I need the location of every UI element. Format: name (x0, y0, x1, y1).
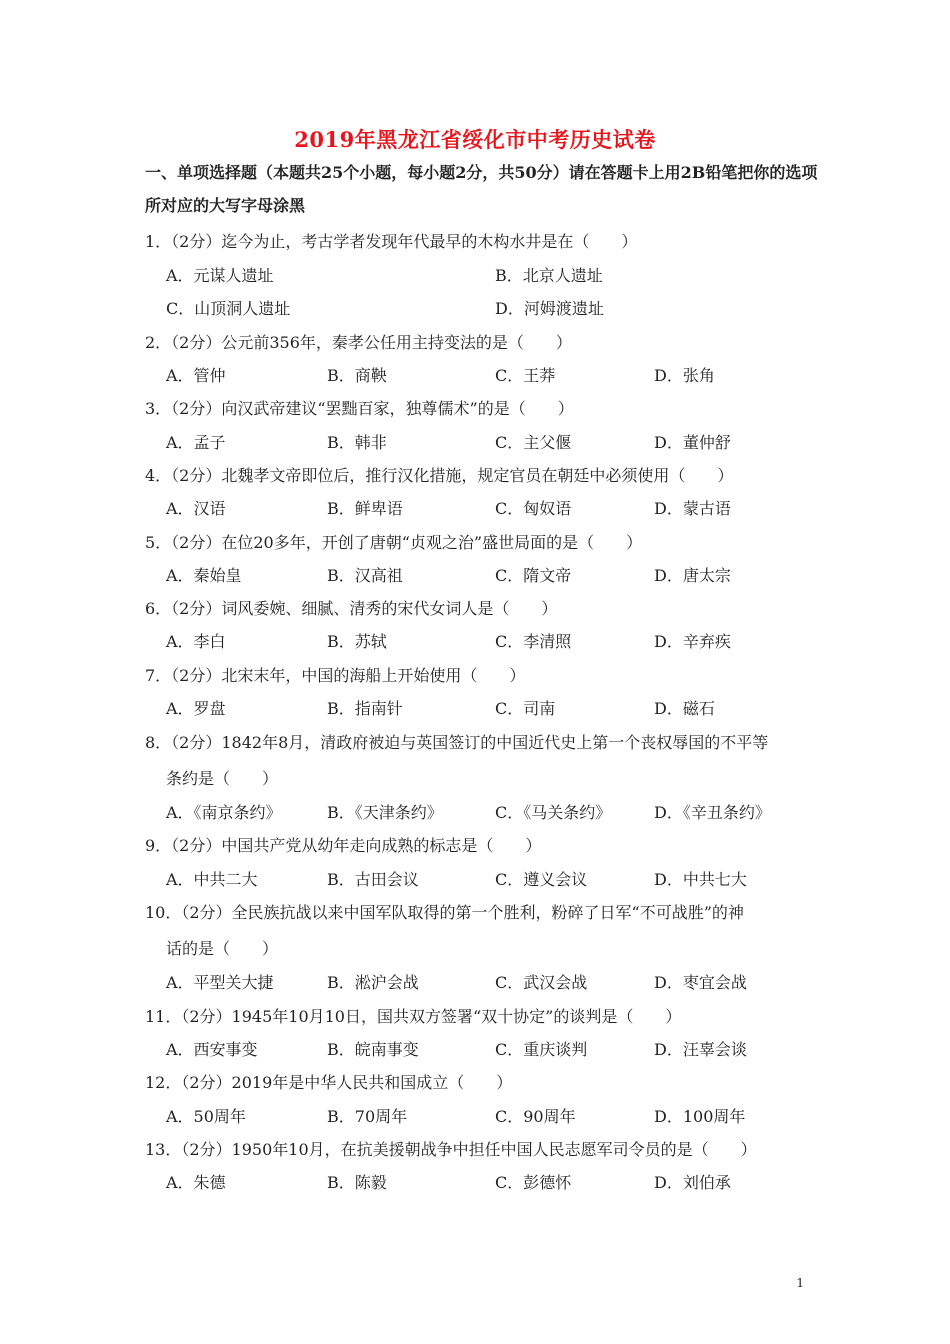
option-c: C．山顶洞人遗址 (166, 299, 291, 318)
option-d: D．100周年 (654, 1107, 746, 1126)
option-c: C．彭德怀 (495, 1173, 572, 1192)
option-a: A．50周年 (166, 1107, 246, 1126)
option-b: B．韩非 (327, 433, 387, 452)
options-row (166, 1172, 826, 1194)
option-c: C．武汉会战 (495, 973, 588, 992)
option-b: B．汉高祖 (327, 566, 403, 585)
options-row (166, 631, 826, 653)
option-c: C．李清照 (495, 632, 572, 651)
question-stem: 5．（2分）在位20多年，开创了唐朝“贞观之治”盛世局面的是（ ） (145, 533, 643, 552)
options-row (166, 1039, 826, 1061)
question-stem: 8．（2分）1842年8月，清政府被迫与英国签订的中国近代史上第一个丧权辱国的不平等 (145, 733, 769, 752)
option-a: A．《南京条约》 (166, 803, 282, 822)
question-stem: 10．（2分）全民族抗战以来中国军队取得的第一个胜利，粉碎了日军“不可战胜”的神 (145, 903, 744, 922)
question-stem: 9．（2分）中国共产党从幼年走向成熟的标志是（ ） (145, 836, 542, 855)
option-a: A．汉语 (166, 499, 226, 518)
option-a: A．平型关大捷 (166, 973, 274, 992)
options-row (166, 565, 826, 587)
question-stem-continued: 话的是（ ） (166, 939, 279, 958)
option-c: C．匈奴语 (495, 499, 572, 518)
question-stem: 1．（2分）迄今为止，考古学者发现年代最早的木构水井是在（ ） (145, 232, 638, 251)
question-stem: 6．（2分）词风委婉、细腻、清秀的宋代女词人是（ ） (145, 599, 558, 618)
option-c: C．《马关条约》 (495, 803, 612, 822)
options-row (166, 1106, 826, 1128)
option-a: A．元谋人遗址 (166, 266, 274, 285)
option-d: D．唐太宗 (654, 566, 731, 585)
option-c: C．隋文帝 (495, 566, 572, 585)
question-stem: 3．（2分）向汉武帝建议“罢黜百家，独尊儒术”的是（ ） (145, 399, 574, 418)
option-a: A．李白 (166, 632, 226, 651)
option-d: D．蒙古语 (654, 499, 731, 518)
question-stem: 13．（2分）1950年10月，在抗美援朝战争中担任中国人民志愿军司令员的是（ ） (145, 1140, 757, 1159)
options-row (166, 869, 826, 891)
options-row (166, 365, 826, 387)
question-stem: 2．（2分）公元前356年，秦孝公任用主持变法的是（ ） (145, 333, 572, 352)
option-d: D．辛弃疾 (654, 632, 731, 651)
options-row (166, 498, 826, 520)
option-a: A．孟子 (166, 433, 226, 452)
option-d: D．汪辜会谈 (654, 1040, 747, 1059)
option-d: D．中共七大 (654, 870, 747, 889)
question-stem: 11．（2分）1945年10月10日，国共双方签署“双十协定”的谈判是（ ） (145, 1007, 682, 1026)
option-d: D．河姆渡遗址 (495, 299, 604, 318)
option-b: B．皖南事变 (327, 1040, 419, 1059)
option-c: C．遵义会议 (495, 870, 588, 889)
options-row (166, 432, 826, 454)
option-a: A．中共二大 (166, 870, 258, 889)
option-c: C．王莽 (495, 366, 556, 385)
option-c: C．主父偃 (495, 433, 572, 452)
option-b: B．指南针 (327, 699, 403, 718)
option-a: A．罗盘 (166, 699, 226, 718)
option-c: C．重庆谈判 (495, 1040, 588, 1059)
option-b: B．商鞅 (327, 366, 387, 385)
option-a: A．朱德 (166, 1173, 226, 1192)
option-b: B．《天津条约》 (327, 803, 443, 822)
option-d: D．刘伯承 (654, 1173, 731, 1192)
options-row (166, 972, 826, 994)
option-a: A．秦始皇 (166, 566, 242, 585)
question-stem: 7．（2分）北宋末年，中国的海船上开始使用（ ） (145, 666, 526, 685)
options-row (166, 698, 826, 720)
options-row (166, 298, 826, 320)
exam-title: 2019年黑龙江省绥化市中考历史试卷 (294, 127, 656, 152)
option-d: D．张角 (654, 366, 715, 385)
question-stem: 4．（2分）北魏孝文帝即位后，推行汉化措施，规定官员在朝廷中必须使用（ ） (145, 466, 734, 485)
option-d: D．《辛丑条约》 (654, 803, 771, 822)
option-d: D．磁石 (654, 699, 715, 718)
option-b: B．淞沪会战 (327, 973, 419, 992)
question-stem: 12．（2分）2019年是中华人民共和国成立（ ） (145, 1073, 513, 1092)
options-row (166, 265, 826, 287)
option-a: A．管仲 (166, 366, 226, 385)
option-b: B．陈毅 (327, 1173, 387, 1192)
option-c: C．司南 (495, 699, 556, 718)
section-heading: 一、单项选择题（本题共25个小题，每小题2分，共50分）请在答题卡上用2B铅笔把你的选项所对应的大写字母涂黑 (145, 163, 818, 215)
option-b: B．北京人遗址 (495, 266, 603, 285)
question-stem-continued: 条约是（ ） (166, 769, 279, 788)
option-d: D．枣宜会战 (654, 973, 747, 992)
option-b: B．鲜卑语 (327, 499, 403, 518)
option-c: C．90周年 (495, 1107, 576, 1126)
option-b: B．70周年 (327, 1107, 408, 1126)
page-number: 1 (796, 1276, 804, 1290)
option-b: B．苏轼 (327, 632, 387, 651)
option-b: B．古田会议 (327, 870, 419, 889)
option-a: A．西安事变 (166, 1040, 258, 1059)
options-row (166, 802, 826, 824)
option-d: D．董仲舒 (654, 433, 731, 452)
